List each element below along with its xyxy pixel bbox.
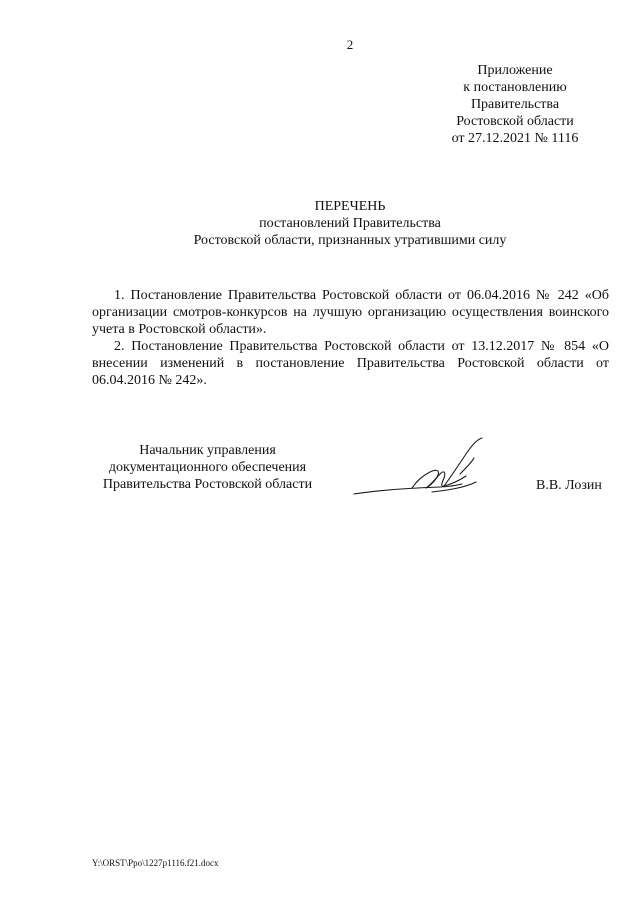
position-line: Правительства Ростовской области bbox=[102, 477, 313, 492]
page-number: 2 bbox=[346, 37, 354, 52]
file-path-footer: Y:\ORST\Ppo\1227p1116.f21.docx bbox=[92, 858, 219, 868]
handwritten-signature bbox=[340, 432, 510, 507]
title-subheading: постановлений Правительства bbox=[259, 216, 441, 231]
title-subheading: Ростовской области, признанных утратившими силу bbox=[193, 233, 507, 248]
appendix-header bbox=[430, 62, 600, 147]
appendix-line: от 27.12.2021 № 1116 bbox=[451, 131, 579, 146]
appendix-line: Ростовской области bbox=[456, 114, 574, 129]
appendix-line: Правительства bbox=[470, 97, 560, 112]
position-line: документационного обеспечения bbox=[108, 460, 307, 475]
list-item: 1. Постановление Правительства Ростовской области от 06.04.2016 № 242 «Об организации смотров-конкурсов на лучшую организацию осуществления воинского учета в Ростовской области». bbox=[92, 288, 609, 337]
title-heading: ПЕРЕЧЕНЬ bbox=[314, 199, 386, 214]
resolutions-list bbox=[92, 287, 609, 389]
appendix-line: Приложение bbox=[477, 63, 553, 78]
appendix-line: к постановлению bbox=[463, 80, 567, 95]
signatory-position bbox=[90, 442, 325, 493]
document-title bbox=[0, 198, 640, 249]
signer-name: В.В. Лозин bbox=[536, 478, 602, 493]
position-line: Начальник управления bbox=[139, 443, 276, 458]
list-item: 2. Постановление Правительства Ростовской области от 13.12.2017 № 854 «О внесении изменений в постановление Правительства Ростовской области от 06.04.2016 № 242». bbox=[92, 339, 609, 388]
